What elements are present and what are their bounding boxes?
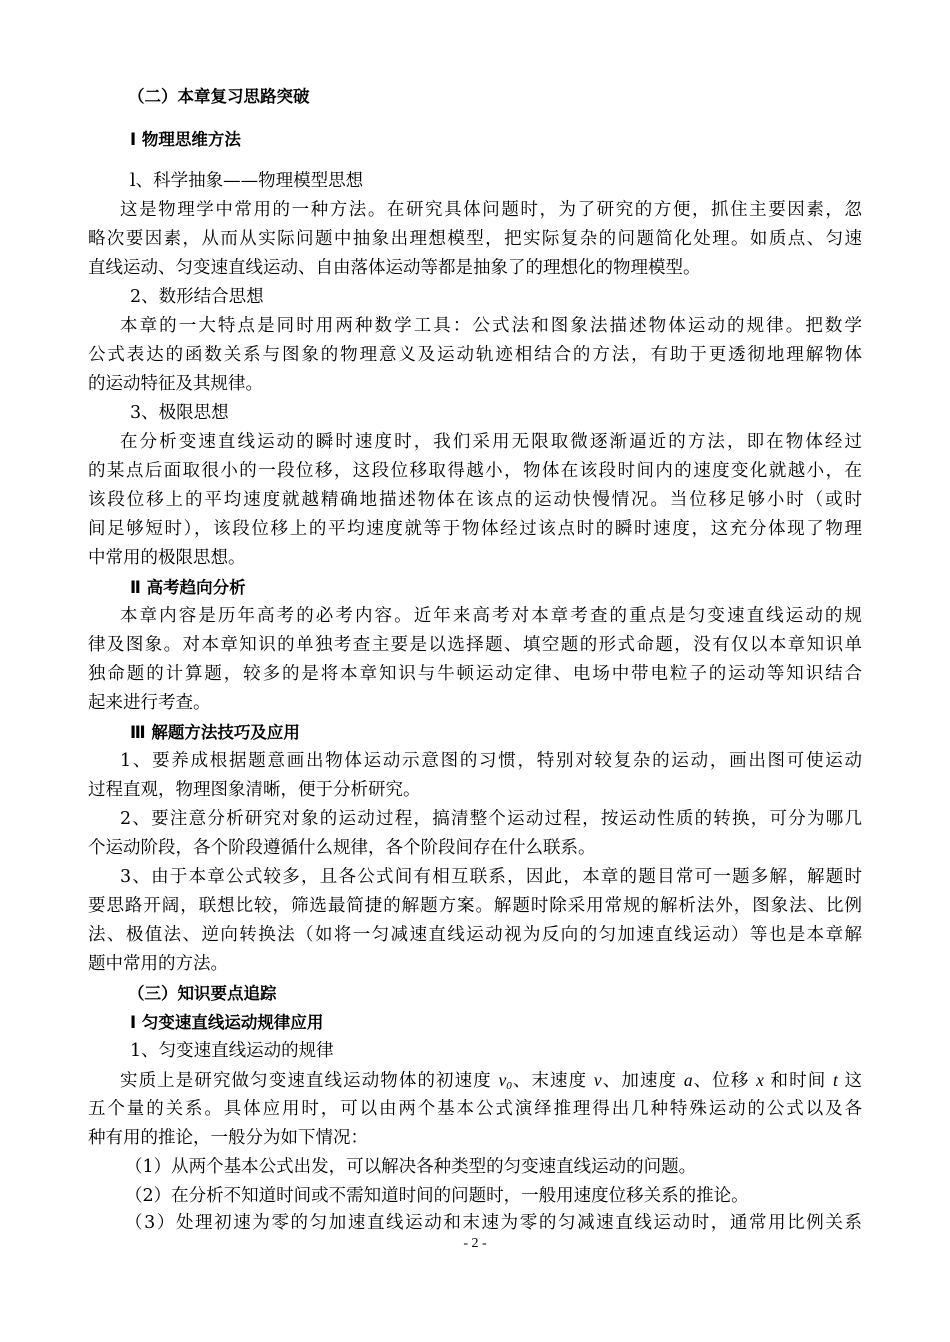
case-item: （2）在分析不知道时间或不需知道时间的问题时，一般用速度位移关系的推论。 [125,1186,749,1206]
page-number: - 2 - [463,1236,487,1251]
text-run: 实质上是研究做匀变速直线运动物体的初速度 [120,1071,499,1091]
part1-title: Ⅰ 物理思维方法 [130,130,241,149]
paragraph-line: 五个量的关系。具体应用时，可以由两个基本公式演绎推理得出几种特殊运动的公式以及各 [88,1099,862,1119]
knowledge-heading: （三）知识要点追踪 [128,984,277,1003]
text-run: 这 [837,1071,862,1091]
review-heading: （二）本章复习思路突破 [128,87,310,106]
paragraph-line: 在分析变速直线运动的瞬时速度时，我们采用无限取微逐渐逼近的方法，即在物体经过 [120,432,862,452]
paragraph-line: 的运动特征及其规律。 [88,374,263,394]
text-run: 、加速度 [601,1071,684,1091]
paragraph-line-with-symbols [120,1067,862,1094]
paragraph-line: 的某点后面取很小的一段位移，这段位移取得越小，物体在该段时间内的速度变化就越小，在 [88,461,862,481]
paragraph-line: 该段位移上的平均速度就越精确地描述物体在该点的运动快慢情况。当位移足够小时（或时 [88,490,862,510]
symbol-a: a [683,1070,693,1090]
paragraph-line: 律及图象。对本章知识的单独考查主要是以选择题、填空题的形式命题，没有仅以本章知识单 [88,635,862,655]
k-item1-title: 1、匀变速直线运动的规律 [130,1041,334,1061]
paragraph-line: 这是物理学中常用的一种方法。在研究具体问题时，为了研究的方便，抓住主要因素，忽 [120,200,862,220]
symbol-v0: $v_0$ [498,1070,512,1092]
item3-title: 3、极限思想 [130,403,229,423]
paragraph-line: 法、极值法、逆向转换法（如将一匀减速直线运动视为反向的匀加速直线运动）等也是本章解 [88,925,862,945]
part2-title: Ⅱ 高考趋向分析 [130,578,246,597]
paragraph-line: 本章内容是历年高考的必考内容。近年来高考对本章考查的重点是匀变速直线运动的规 [120,606,862,626]
paragraph-line: 题中常用的方法。 [88,954,228,974]
case-item: （1）从两个基本公式出发，可以解决各种类型的匀变速直线运动的问题。 [125,1157,697,1177]
paragraph-line: 1、要养成根据题意画出物体运动示意图的习惯，特别对较复杂的运动，画出图可使运动 [120,751,862,771]
paragraph-line: 起来进行考查。 [88,693,211,713]
paragraph-line: 个运动阶段，各个阶段遵循什么规律，各个阶段间存在什么联系。 [88,838,596,858]
paragraph-line: 种有用的推论，一般分为如下情况： [88,1128,368,1148]
paragraph-line: 过程直观，物理图象清晰，便于分析研究。 [88,780,421,800]
paragraph-line: 要思路开阔，联想比较，筛选最简捷的解题方案。解题时除采用常规的解析法外，图象法、比例 [88,896,862,916]
paragraph-line: 直线运动、匀变速直线运动、自由落体运动等都是抽象了的理想化的物理模型。 [88,258,701,278]
paragraph-line: 3、由于本章公式较多，且各公式间有相互联系，因此，本章的题目常可一题多解，解题时 [120,867,862,887]
paragraph-line: 独命题的计算题，较多的是将本章知识与牛顿运动定律、电场中带电粒子的运动等知识结合 [88,664,862,684]
paragraph-line: 略次要因素，从而从实际问题中抽象出理想模型，把实际复杂的问题简化处理。如质点、匀速 [88,229,862,249]
case-item: （3）处理初速为零的匀加速直线运动和末速为零的匀减速直线运动时，通常用比例关系 [125,1213,862,1233]
paragraph-line: 公式表达的函数关系与图象的物理意义及运动轨迹相结合的方法，有助于更透彻地理解物体 [88,345,862,365]
symbol-x: x [756,1070,764,1090]
symbol-v: v [593,1070,602,1090]
symbol-t: t [832,1070,838,1090]
text-run: 、末速度 [511,1071,594,1091]
item2-title: 2、数形结合思想 [130,287,264,307]
item1-title: l、科学抽象——物理模型思想 [130,171,364,191]
part3-title: Ⅲ 解题方法技巧及应用 [130,723,300,742]
text-run: 和时间 [763,1071,833,1091]
k-part1-title: Ⅰ 匀变速直线运动规律应用 [130,1013,324,1032]
paragraph-line: 2、要注意分析研究对象的运动过程，搞清整个运动过程，按运动性质的转换，可分为哪几 [120,809,862,829]
text-run: 、位移 [692,1071,757,1091]
paragraph-line: 本章的一大特点是同时用两种数学工具：公式法和图象法描述物体运动的规律。把数学 [120,316,862,336]
paragraph-line: 间足够短时），该段位移上的平均速度就等于物体经过该点时的瞬时速度，这充分体现了物理 [88,519,862,539]
paragraph-line: 中常用的极限思想。 [88,548,246,568]
